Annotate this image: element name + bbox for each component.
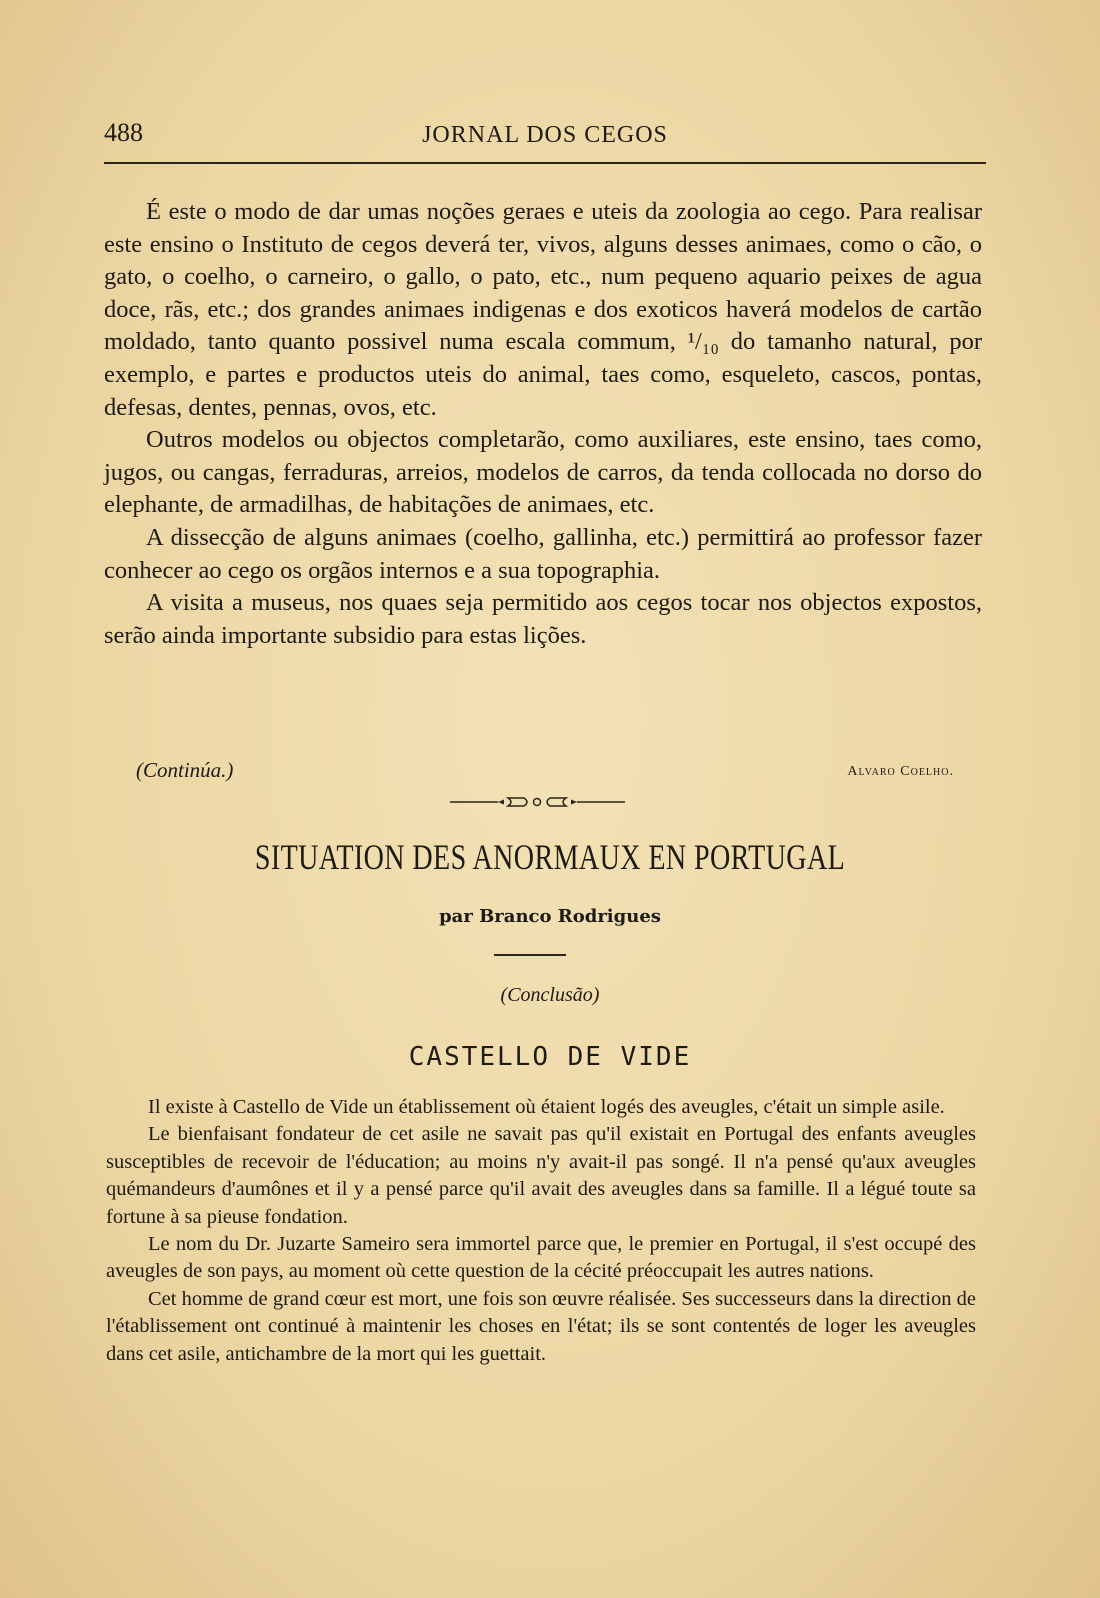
section-subheading: CASTELLO DE VIDE: [408, 1042, 692, 1072]
paragraph: É este o modo de dar umas noções geraes e uteis da zoologia ao cego. Para realisar este ensino o Instituto de cegos deverá ter, vivos, alguns desses animaes, como o cão, o gato, o coelho, o carneiro, o gallo, o pato, etc., num pequeno aquario peixes de agua doce, rãs, etc.; dos grandes animaes indigenas e dos exoticos haverá modelos de cartão moldado, tanto quanto possivel numa escala commum, ¹/₁₀ do tamanho natural, por exemplo, e partes e productos uteis do animal, taes como, esqueleto, cascos, pontas, defesas, dentes, pennas, ovos, etc.: [104, 198, 982, 421]
paragraph: Le nom du Dr. Juzarte Sameiro sera immortel parce que, le premier en Portugal, il s'est occupé des aveugles de son pays, au moment où cette question de la cécité préoccupait les autres nations.: [106, 1233, 976, 1283]
conclusion-note: (Conclusão): [500, 984, 600, 1006]
ornament-divider: [450, 796, 625, 808]
page-header: [104, 118, 986, 158]
author-signature: Alvaro Coelho.: [847, 764, 954, 779]
continued-note: (Continúa.): [136, 758, 234, 782]
article-zoology-body: [104, 196, 982, 652]
paragraph: Outros modelos ou objectos completarão, como auxiliares, este ensino, taes como, jugos, ou cangas, ferraduras, arreios, modelos de carros, da tenda collocada no dorso do elephante, de armadilhas, de habitações de animaes, etc.: [104, 426, 982, 519]
header-rule: [104, 162, 986, 164]
article-signoff: [136, 758, 954, 788]
paragraph: A dissecção de alguns animaes (coelho, gallinha, etc.) permittirá ao professor fazer conhecer ao cego os orgãos internos e a sua topographia.: [104, 523, 982, 584]
page-number: 488: [104, 118, 143, 147]
paragraph: Cet homme de grand cœur est mort, une fois son œuvre réalisée. Ses successeurs dans la direction de l'établissement ont continué à maintenir les choses en l'état; ils se sont contentés de loger les aveugles dans cet asile, antichambre de la mort qui les guettait.: [106, 1287, 976, 1365]
article-byline: par Branco Rodrigues: [439, 906, 661, 927]
paragraph: Le bienfaisant fondateur de cet asile ne savait pas qu'il existait en Portugal des enfants aveugles susceptibles de recevoir de l'éducation; au moins n'y avait-il pas songé. Il n'a pensé qu'aux aveugles quémandeurs d'aumônes et il y a pensé parce qu'il avait des aveugles dans sa famille. Il a légué toute sa fortune à sa pieuse fondation.: [106, 1123, 976, 1228]
byline-rule: [494, 954, 566, 956]
article-title: SITUATION DES ANORMAUX EN PORTUGAL: [254, 837, 846, 877]
paragraph: A visita a museus, nos quaes seja permitido aos cegos tocar nos objectos expostos, serão ainda importante subsidio para estas lições.: [104, 589, 982, 649]
running-title: JORNAL DOS CEGOS: [422, 122, 668, 148]
article-anormaux-body: [106, 1094, 976, 1368]
paragraph: Il existe à Castello de Vide un établissement où étaient logés des aveugles, c'était un simple asile.: [148, 1096, 945, 1118]
